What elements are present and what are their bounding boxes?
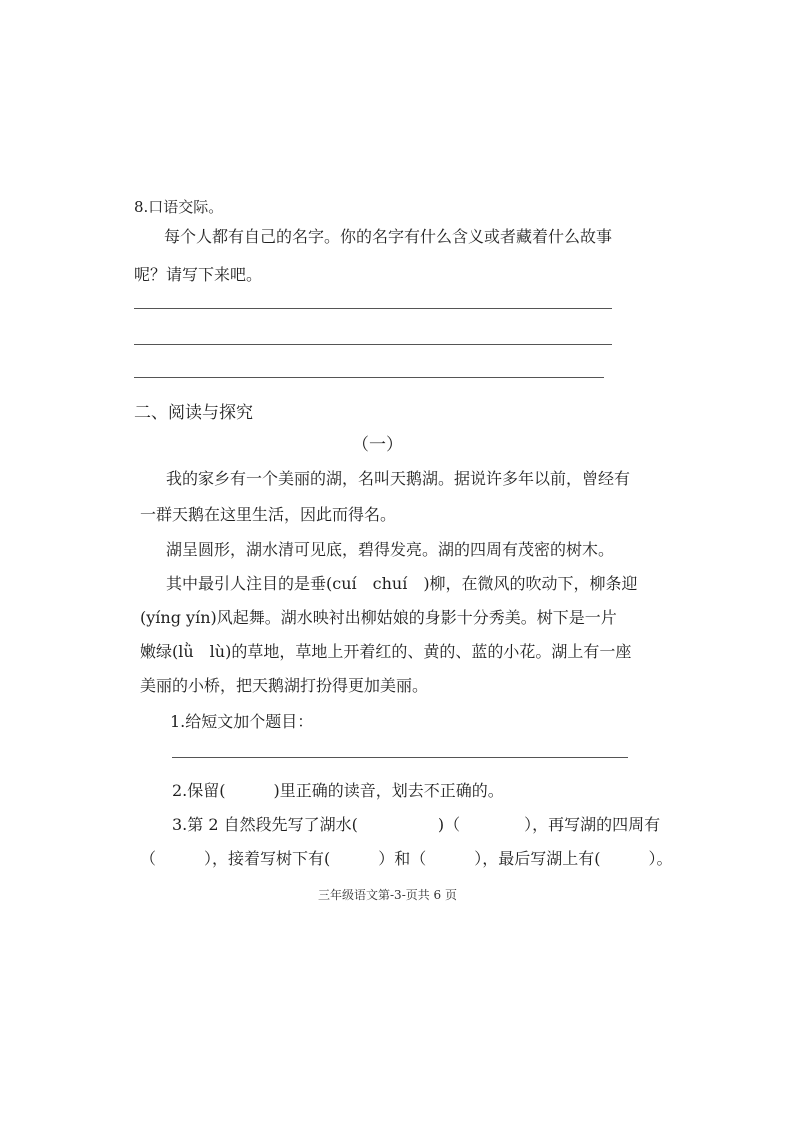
question-1: 1.给短文加个题目： <box>170 712 314 731</box>
passage-p3-line3: 嫩绿(lǜ lù)的草地，草地上开着红的、黄的、蓝的小花。湖上有一座 <box>140 642 632 661</box>
oral-prompt-line1: 每个人都有自己的名字。你的名字有什么含义或者藏着什么故事 <box>164 227 613 246</box>
passage-p3-line2: (yíng yín)风起舞。湖水映衬出柳姑娘的身影十分秀美。树下是一片 <box>140 608 617 627</box>
page-footer: 三年级语文第-3-页共 6 页 <box>318 888 458 902</box>
oral-prompt-line2: 呢？请写下来吧。 <box>134 265 263 284</box>
passage-p3-line1: 其中最引人注目的是垂(cuí chuí )柳，在微风的吹动下，柳条迎 <box>166 574 638 593</box>
oral-heading: 8.口语交际。 <box>134 198 224 216</box>
passage-p2-line1: 湖呈圆形，湖水清可见底，碧得发亮。湖的四周有茂密的树木。 <box>166 540 615 559</box>
answer-line-2[interactable] <box>134 344 612 345</box>
title-answer-line[interactable] <box>172 757 628 758</box>
section-heading: 二、阅读与探究 <box>134 403 253 423</box>
passage-p1-line2: 一群天鹅在这里生活，因此而得名。 <box>140 505 397 524</box>
question-2: 2.保留( )里正确的读音，划去不正确的。 <box>172 781 504 800</box>
passage-number: （一） <box>352 435 403 455</box>
question-3-line1: 3.第 2 自然段先写了湖水( )（ ），再写湖的四周有 <box>172 815 661 834</box>
passage-p1-line1: 我的家乡有一个美丽的湖，名叫天鹅湖。据说许多年以前，曾经有 <box>166 469 631 488</box>
answer-line-3[interactable] <box>134 377 604 378</box>
question-3-line2: （ ），接着写树下有( ）和（ ），最后写湖上有( ）。 <box>140 849 673 868</box>
passage-p3-line4: 美丽的小桥，把天鹅湖打扮得更加美丽。 <box>140 676 429 695</box>
answer-line-1[interactable] <box>134 308 612 309</box>
